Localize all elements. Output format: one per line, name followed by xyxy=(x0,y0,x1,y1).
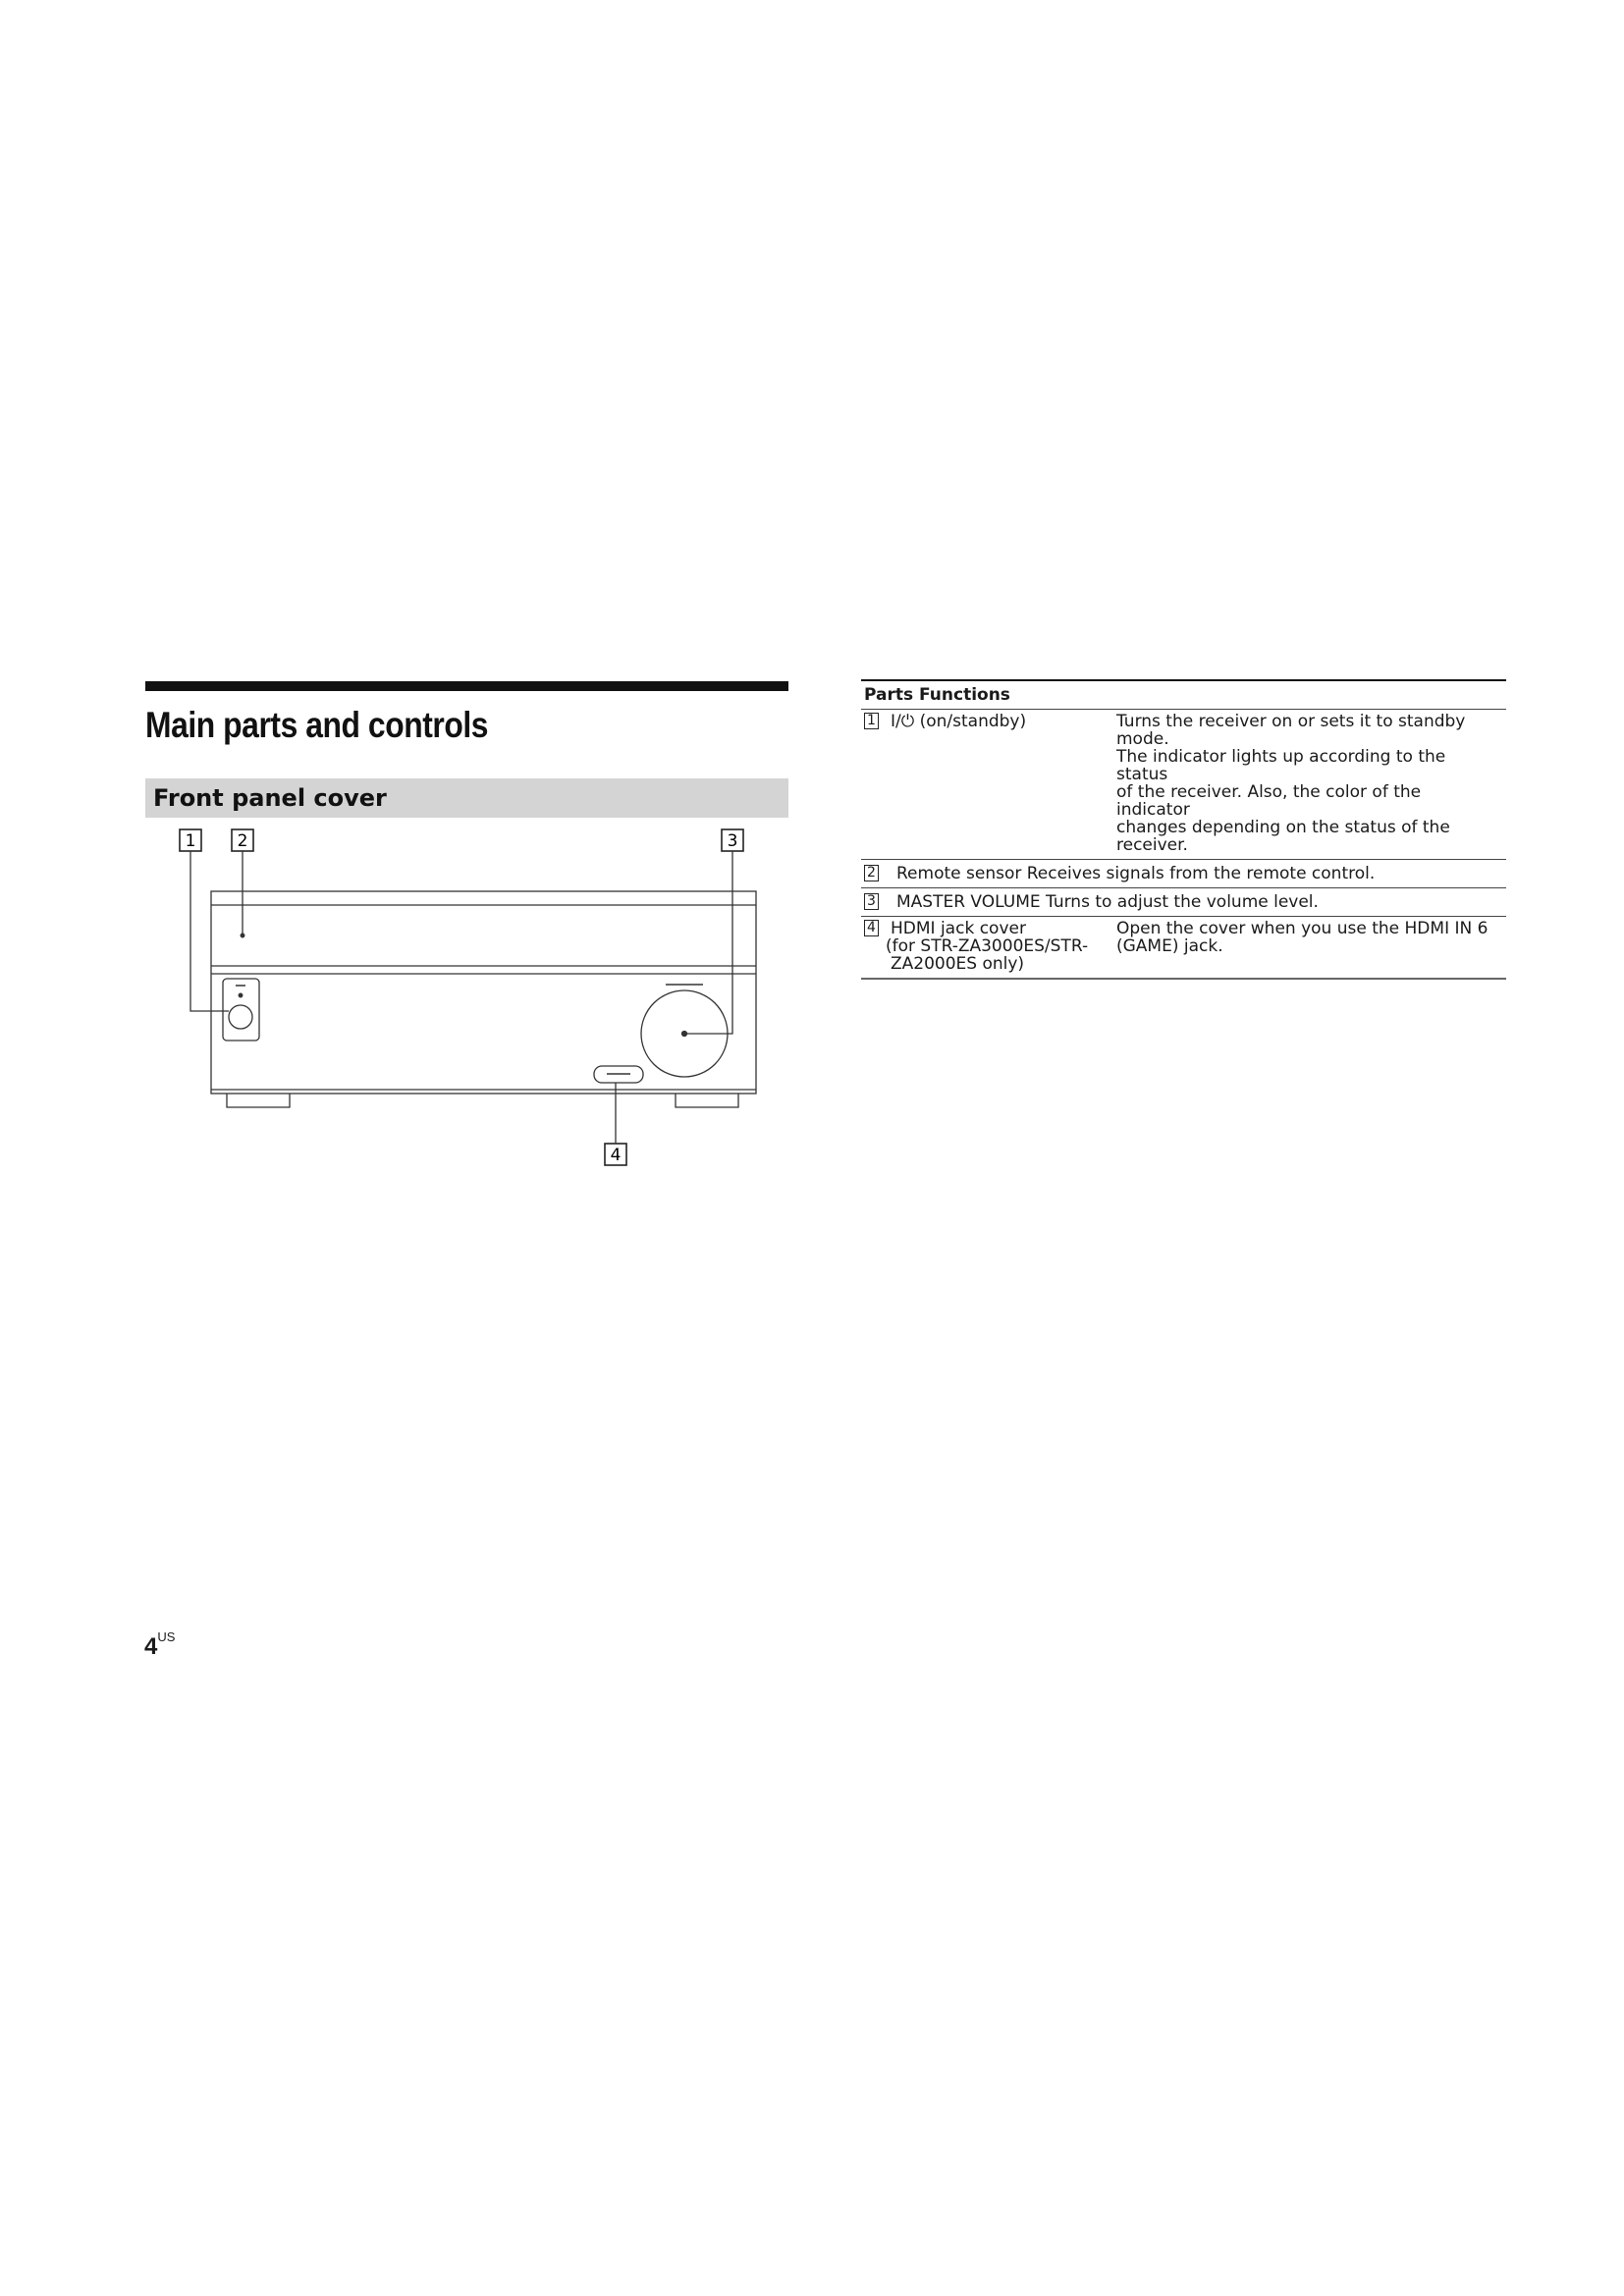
receiver-body xyxy=(211,891,756,1107)
page-suffix: US xyxy=(157,1629,176,1644)
table-header: Parts Functions xyxy=(861,681,1506,710)
page-title: Main parts and controls xyxy=(145,705,489,745)
svg-text:2: 2 xyxy=(237,831,248,851)
receiver-illustration xyxy=(145,827,788,1180)
part-name: HDMI jack cover (for STR-ZA3000ES/STR- ZA2000ES only) xyxy=(886,919,1089,974)
svg-text:4: 4 xyxy=(610,1146,622,1165)
panel-markings xyxy=(236,984,703,1075)
heading-rule xyxy=(145,681,788,691)
row-number: 2 xyxy=(864,865,879,881)
table-row xyxy=(861,710,1506,860)
svg-text:3: 3 xyxy=(727,831,738,851)
front-panel-diagram xyxy=(145,827,788,1180)
parts-functions-table xyxy=(861,679,1506,980)
callout-2 xyxy=(232,829,253,851)
leader-lines xyxy=(190,851,732,1144)
function-text: Turns the receiver on or sets it to standby mode. The indicator lights up according to the status of the receiver. Also, the color of the indicator changes depending on the status of the receiver. xyxy=(1116,712,1466,855)
part-name: I/⏻ (on/standby) xyxy=(891,712,1027,731)
table-row xyxy=(861,917,1506,980)
row-text: Remote sensor Receives signals from the remote control. xyxy=(896,864,1376,883)
row-number: 4 xyxy=(864,920,879,936)
function-text: Open the cover when you use the HDMI IN 6 (GAME) jack. xyxy=(1116,919,1489,956)
left-column xyxy=(145,681,788,818)
table-row xyxy=(861,888,1506,917)
subsection-title: Front panel cover xyxy=(153,784,387,812)
row-number: 3 xyxy=(864,893,879,910)
callout-1 xyxy=(180,829,201,851)
subsection-bar xyxy=(145,778,788,818)
page-number: $4^{US}$ xyxy=(144,1629,176,1660)
row-text: MASTER VOLUME Turns to adjust the volume level. xyxy=(896,892,1319,912)
callout-3 xyxy=(722,829,743,851)
callout-4 xyxy=(605,1144,626,1165)
row-number: 1 xyxy=(864,713,879,729)
table-row xyxy=(861,860,1506,888)
svg-text:1: 1 xyxy=(185,831,196,851)
